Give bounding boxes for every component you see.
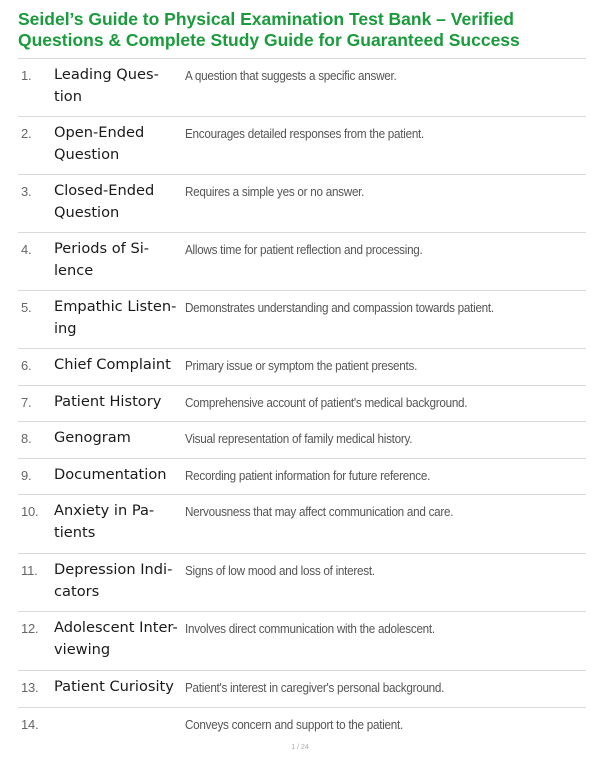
item-definition: Requires a simple yes or no answer.	[185, 184, 365, 199]
item-number: 3.	[21, 184, 32, 199]
item-definition: Allows time for patient reflection and processing.	[185, 242, 423, 257]
term-line: Chief Complaint	[54, 356, 171, 373]
item-definition: Conveys concern and support to the patient.	[185, 717, 403, 732]
item-definition: Encourages detailed responses from the patient.	[185, 126, 425, 141]
item-term	[54, 354, 186, 376]
list-item	[18, 611, 586, 671]
term-line: Genogram	[54, 429, 131, 446]
list-item	[18, 494, 586, 554]
term-line: lence	[54, 261, 94, 279]
item-number: 7.	[21, 395, 32, 410]
item-definition: Nervousness that may affect communication and care.	[185, 504, 454, 519]
list-item	[18, 385, 586, 422]
item-term	[54, 500, 186, 543]
term-line: Periods of Si-	[54, 240, 150, 257]
item-definition: Signs of low mood and loss of interest.	[185, 563, 375, 578]
term-line: Question	[54, 145, 120, 163]
list-item	[18, 116, 586, 175]
term-line: Documentation	[54, 466, 167, 483]
item-definition: Comprehensive account of patient's medical background.	[185, 395, 468, 410]
list-item	[18, 707, 586, 745]
list-item	[18, 553, 586, 612]
item-definition: Recording patient information for future reference.	[185, 468, 431, 483]
term-line: ing	[54, 319, 77, 337]
item-number: 4.	[21, 242, 32, 257]
item-term	[54, 122, 186, 165]
term-line: Closed-Ended	[54, 182, 155, 199]
item-number: 10.	[21, 504, 39, 519]
term-line: tients	[54, 523, 96, 541]
item-number: 1.	[21, 68, 32, 83]
item-number: 2.	[21, 126, 32, 141]
term-line: Adolescent Inter-	[54, 619, 178, 636]
term-line: Question	[54, 203, 120, 221]
page-indicator: 1 / 24	[291, 744, 309, 751]
item-definition: Involves direct communication with the adolescent.	[185, 621, 435, 636]
item-definition: A question that suggests a specific answer.	[185, 68, 397, 83]
item-number: 8.	[21, 431, 32, 446]
term-line: Depression Indi-	[54, 561, 173, 578]
item-definition: Patient's interest in caregiver's personal background.	[185, 680, 445, 695]
item-number: 5.	[21, 300, 32, 315]
item-term	[54, 427, 186, 449]
term-line: Empathic Listen-	[54, 298, 177, 315]
list-item	[18, 670, 586, 708]
list-item	[18, 58, 586, 117]
title-line-1: Seidel’s Guide to Physical Examination Test Bank – Verified	[18, 9, 514, 29]
item-term	[54, 64, 186, 107]
term-line: cators	[54, 582, 100, 600]
item-term	[54, 559, 186, 602]
term-line: Patient Curiosity	[54, 678, 174, 695]
term-line: Open-Ended	[54, 124, 145, 141]
item-term	[54, 238, 186, 281]
term-line: tion	[54, 87, 82, 105]
item-number: 12.	[21, 621, 39, 636]
item-number: 14.	[21, 717, 39, 732]
term-line: viewing	[54, 640, 111, 658]
list-item	[18, 421, 586, 459]
item-number: 11.	[21, 563, 38, 578]
item-number: 9.	[21, 468, 32, 483]
list-item	[18, 290, 586, 349]
item-term	[54, 464, 186, 486]
item-term	[54, 617, 186, 660]
item-term	[54, 676, 186, 698]
item-term	[54, 296, 186, 339]
term-line: Patient History	[54, 393, 162, 410]
item-number: 13.	[21, 680, 39, 695]
item-definition: Demonstrates understanding and compassion towards patient.	[185, 300, 494, 315]
list-item	[18, 232, 586, 291]
document-title	[18, 9, 578, 51]
item-number: 6.	[21, 358, 32, 373]
item-term	[54, 180, 186, 223]
item-definition: Primary issue or symptom the patient presents.	[185, 358, 418, 373]
item-definition: Visual representation of family medical history.	[185, 431, 413, 446]
item-term	[54, 391, 186, 413]
list-item	[18, 458, 586, 495]
list-item	[18, 174, 586, 233]
list-item	[18, 348, 586, 386]
term-line: Anxiety in Pa-	[54, 502, 155, 519]
term-line: Leading Ques-	[54, 66, 159, 83]
title-line-2: Questions & Complete Study Guide for Guaranteed Success	[18, 30, 520, 50]
